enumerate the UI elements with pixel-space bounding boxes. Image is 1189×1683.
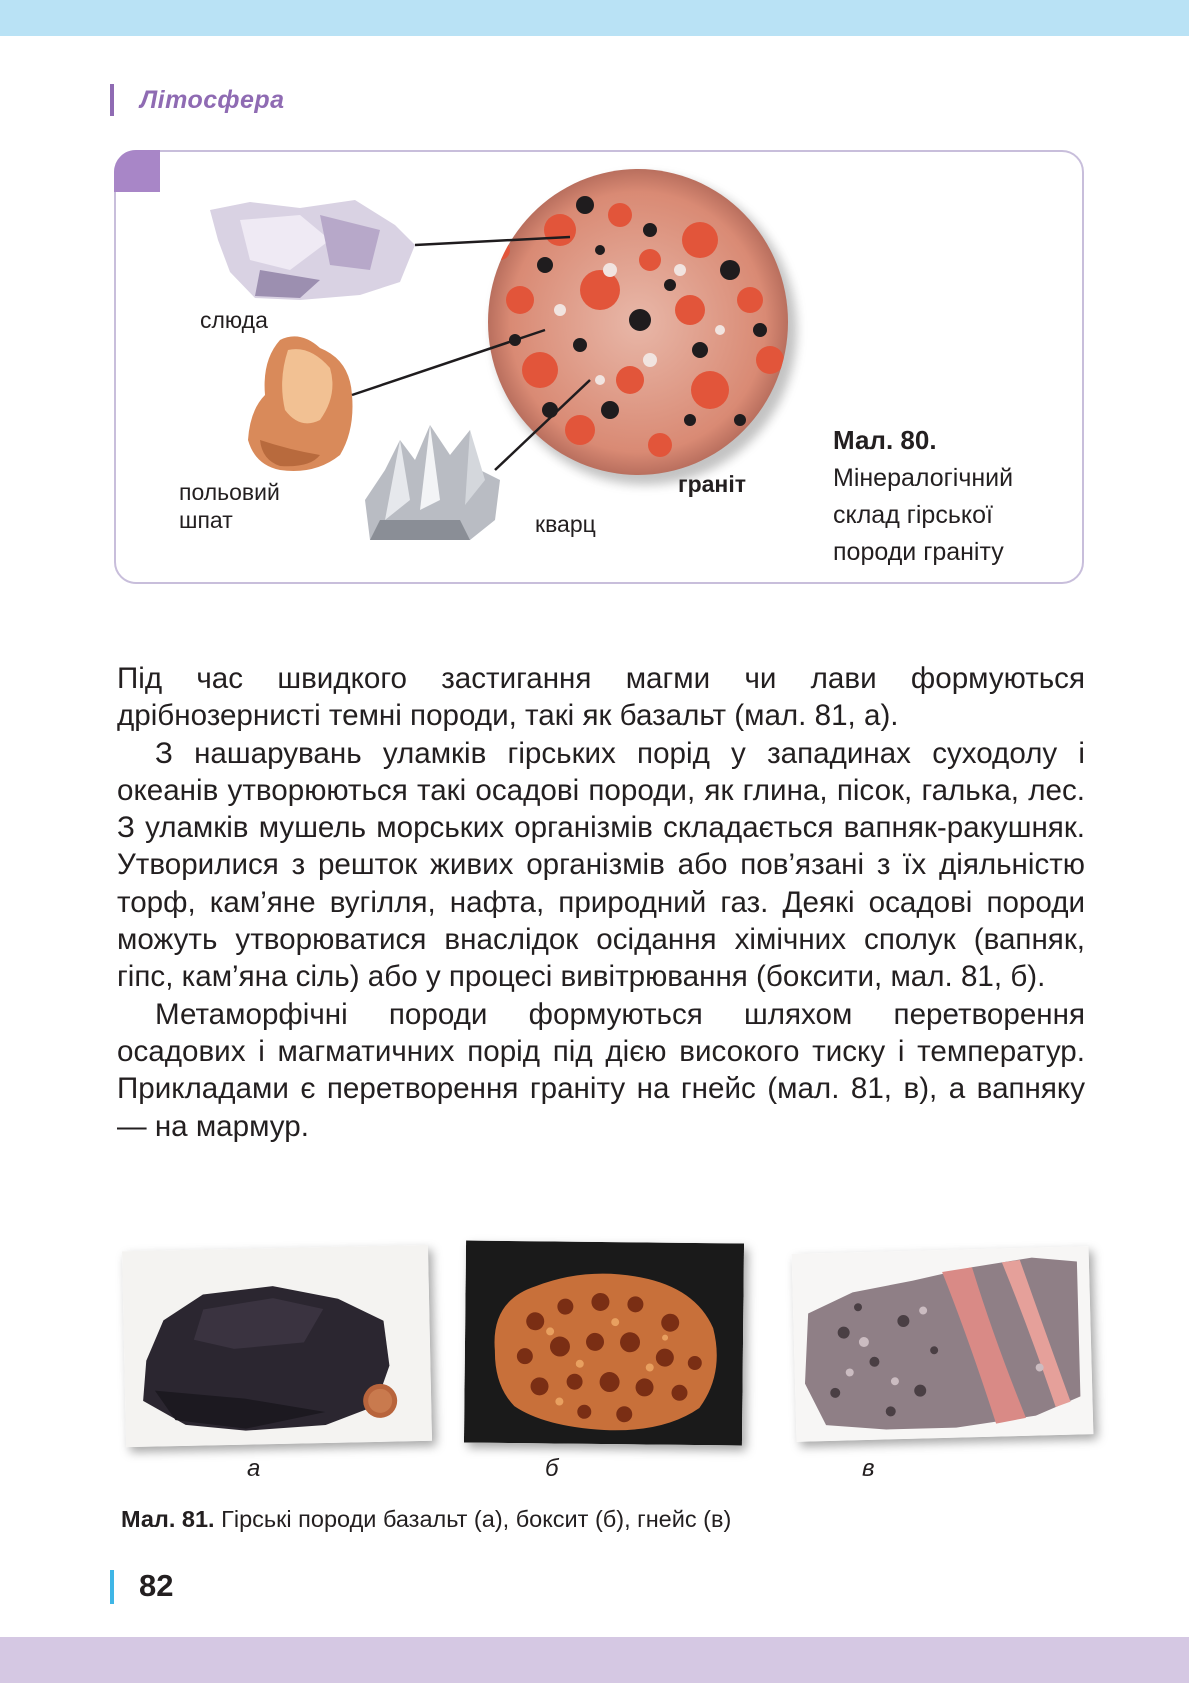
paragraph-1: Під час швидкого застигання магми чи лави формуються дрібнозернисті темні породи, такі як базальт (мал. 81, а). [117, 662, 1085, 733]
figure-81-caption-text: Гірські породи базальт (а), боксит (б), гнейс (в) [221, 1506, 732, 1532]
figure-80-caption-title: Мал. 80. [833, 425, 937, 455]
photo-gneiss [792, 1246, 1094, 1442]
body-text [117, 660, 1085, 1145]
sub-label-b: б [545, 1455, 559, 1482]
label-feldspar-line2: шпат [179, 507, 233, 533]
figure-81-caption-title: Мал. 81. [121, 1506, 215, 1532]
sub-label-v: в [862, 1455, 875, 1482]
label-granite: граніт [678, 471, 746, 497]
section-title: Літосфера [140, 86, 285, 114]
page-number: 82 [139, 1568, 174, 1603]
photo-bauxite [464, 1241, 744, 1446]
label-feldspar-line1: польовий [179, 479, 280, 505]
photo-basalt [122, 1245, 432, 1447]
bottom-color-band [0, 1637, 1189, 1683]
figure-81-caption [121, 1506, 731, 1533]
paragraph-2: З нашарувань уламків гірських порід у западинах суходолу і океанів утворюються такі осадові породи, як глина, пісок, галька, лес. З уламків мушель морських організмів складається вапняк-ракушняк. Утворилися з решток живих організмів або пов’язані з їх діяльністю торф, кам’яне вугілля, нафта, природний газ. Деякі осадові породи можуть утворюватися внаслідок осідання хімічних сполук (вапняк, гіпс, кам’яна сіль) або у процесі вивітрювання (боксити, мал. 81, б). [117, 736, 1085, 994]
label-mica: слюда [200, 307, 268, 333]
page-number-marker [110, 1570, 114, 1604]
mica-sample [210, 200, 415, 300]
sub-label-a: а [247, 1455, 261, 1482]
label-quartz: кварц [535, 511, 596, 537]
quartz-sample [365, 425, 500, 540]
paragraph-3: Метаморфічні породи формуються шляхом перетворення осадових і магматичних порід під дією високого тиску і температур. Прикладами є перетворення граніту на гнейс (мал. 81, в), а вапняку — на мармур. [117, 997, 1085, 1143]
feldspar-sample [248, 336, 353, 471]
figure-80-caption-text: Мінералогічний склад гірської породи граніту [833, 464, 1014, 566]
